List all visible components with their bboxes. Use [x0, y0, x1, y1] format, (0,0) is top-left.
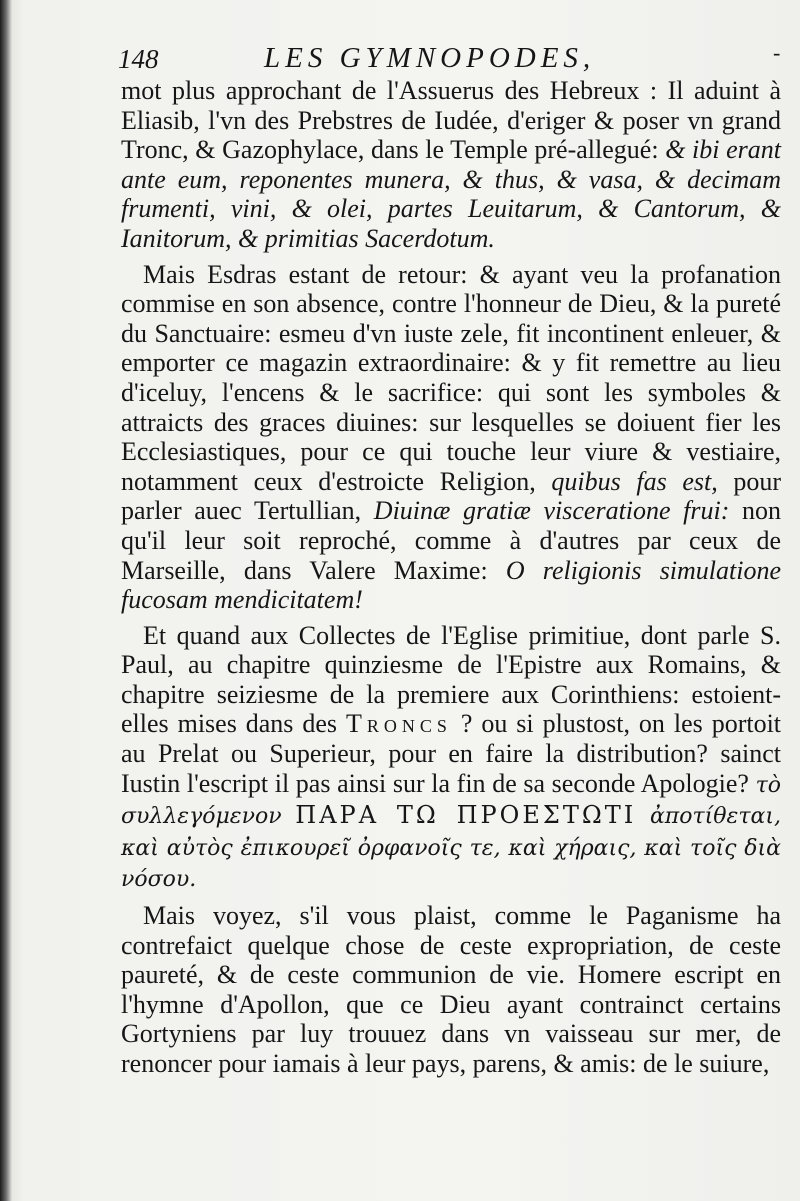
paragraph-3-text: Et quand aux Collectes de l'Eglise primitiue, dont parle S. Paul, au chapitre quinziesme de l'Epistre aux Romains, & chapitre seiziesme de la premiere aux Corinthiens: estoient-elles mises dans des: [121, 620, 781, 739]
paragraph-3-greek-2: ἀποτίθεται, καὶ αὐτὸς ἐπικουρεῖ ὀρφανοῖς τε, καὶ χήραις, καὶ τοῖς διὰ νόσου.: [121, 804, 781, 893]
paragraph-2-latin-1: quibus fas est,: [551, 466, 718, 496]
paragraph-2: [121, 260, 781, 615]
binding-gutter-shadow: [0, 0, 12, 1201]
paragraph-4: [121, 901, 781, 1079]
paragraph-2-text-c: non qu'il leur soit reproché, comme à d'autres par ceux de Marseille, dans Valere Maxime:: [121, 496, 781, 585]
page-header: [118, 40, 790, 80]
paragraph-3-small-caps: Troncs: [345, 709, 452, 739]
paragraph-4-text: Mais voyez, s'il vous plaist, comme le Paganisme ha contrefaict quelque chose de ceste expropriation, de ceste paureté, & de ceste communion de vie. Homere escript en l'hymne d'Apollon, que ce Dieu ayant contrainct certains Gortyniens par luy trouuez dans vn vaisseau sur mer, de renoncer pour iamais à leur pays, parens, & amis: de le suiure,: [121, 901, 781, 1078]
paragraph-2-latin-3: O religionis simulatione fucosam mendicitatem!: [121, 555, 782, 615]
header-mark: -: [773, 40, 781, 65]
page-number: 148: [118, 44, 159, 74]
paragraph-3-text-b: ? ou si plustost, on les portoit au Prelat ou Superieur, pour en faire la distribution? sainct Iustin l'escript il pas ainsi sur la fin de sa seconde Apologie?: [121, 709, 782, 798]
paragraph-1-text: mot plus approchant de l'Assuerus des Hebreux : Il aduint à Eliasib, l'vn des Prebstres de Iudée, d'eriger & poser vn grand Tronc, & Gazophylace, dans le Temple pré-allegué:: [121, 76, 781, 165]
paragraph-3: [121, 621, 781, 895]
paragraph-3-greek-caps: ΠΑΡΑ ΤΩ ΠΡΟΕΣΤΩΤΙ: [295, 801, 637, 830]
body-text: [121, 76, 781, 1079]
paragraph-2-text-b: pour parler auec Tertullian,: [121, 466, 782, 526]
paragraph-2-latin-2: Diuinæ gratiæ visceratione frui:: [373, 496, 730, 526]
paragraph-3-greek-1: τὸ συλλεγόμενον: [121, 772, 782, 830]
running-title: LES GYMNOPODES,: [264, 42, 596, 74]
paragraph-2-text: Mais Esdras estant de retour: & ayant veu la profanation commise en son absence, contre l'honneur de Dieu, & la pureté du Sanctuaire: esmeu d'vn iuste zele, fit incontinent enleuer, & emporter ce magazin extraordinaire: & y fit remettre au lieu d'iceluy, l'encens & le sacrifice: qui sont les symboles & attraicts des graces diuines: sur lesquelles se doiuent fier les Ecclesiastiques, pour ce qui touche leur viure & vestiaire, notamment ceux d'estroicte Religion,: [121, 259, 781, 496]
paragraph-1-latin-quote: & ibi erant ante eum, reponentes munera, & thus, & vasa, & decimam frumenti, vini, & olei, partes Leuitarum, & Cantorum, & Ianitorum, & primitias Sacerdotum.: [121, 135, 781, 253]
paragraph-1: [121, 76, 781, 254]
